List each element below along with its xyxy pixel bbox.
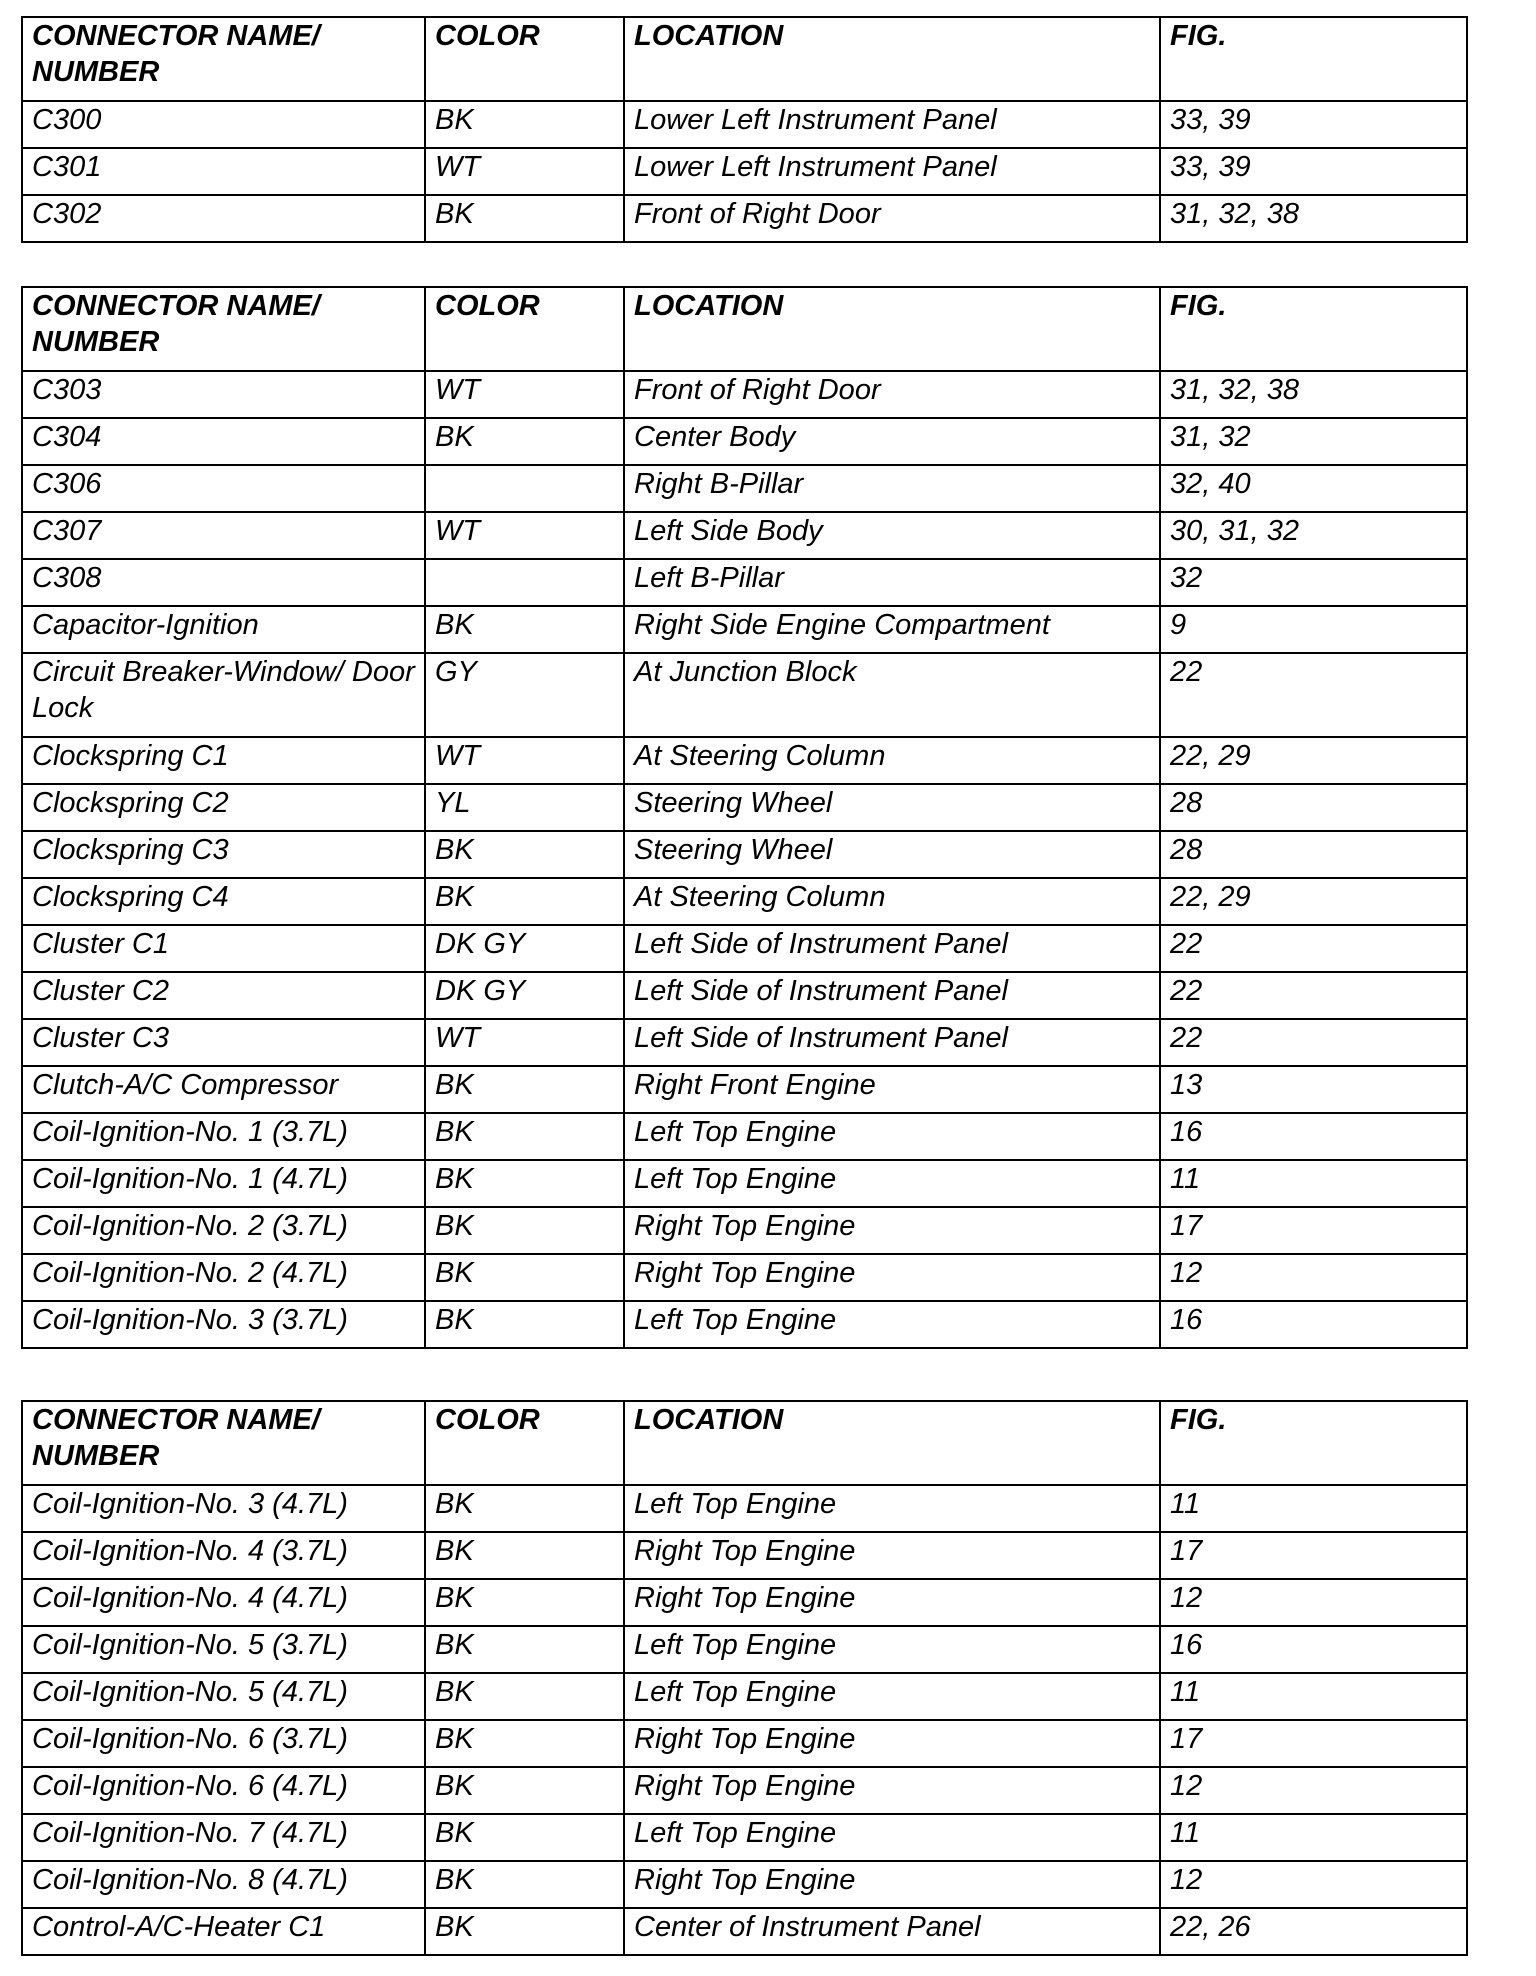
table-row <box>22 1113 1467 1160</box>
cell-color: WT <box>425 737 624 784</box>
table-header-row <box>22 287 1467 371</box>
cell-location: Left Top Engine <box>624 1814 1160 1861</box>
cell-location: Right Top Engine <box>624 1767 1160 1814</box>
cell-location: At Junction Block <box>624 653 1160 737</box>
cell-connector-name: Coil-Ignition-No. 6 (3.7L) <box>22 1720 425 1767</box>
header-color: COLOR <box>425 1401 624 1485</box>
cell-color: BK <box>425 1301 624 1348</box>
cell-color: WT <box>425 1019 624 1066</box>
cell-connector-name: Coil-Ignition-No. 3 (4.7L) <box>22 1485 425 1532</box>
cell-connector-name: Clockspring C3 <box>22 831 425 878</box>
header-location: LOCATION <box>624 17 1160 101</box>
table-row <box>22 465 1467 512</box>
table-row <box>22 1814 1467 1861</box>
cell-location: Steering Wheel <box>624 784 1160 831</box>
table-row <box>22 1908 1467 1955</box>
cell-fig: 17 <box>1160 1532 1467 1579</box>
table-row <box>22 418 1467 465</box>
cell-connector-name: Coil-Ignition-No. 6 (4.7L) <box>22 1767 425 1814</box>
cell-connector-name: Coil-Ignition-No. 3 (3.7L) <box>22 1301 425 1348</box>
header-fig: FIG. <box>1160 287 1467 371</box>
cell-color: BK <box>425 1254 624 1301</box>
cell-fig: 22, 29 <box>1160 737 1467 784</box>
cell-fig: 11 <box>1160 1814 1467 1861</box>
cell-location: Left B-Pillar <box>624 559 1160 606</box>
cell-color: BK <box>425 1626 624 1673</box>
cell-fig: 13 <box>1160 1066 1467 1113</box>
table-row <box>22 653 1467 737</box>
table-row <box>22 1485 1467 1532</box>
cell-fig: 30, 31, 32 <box>1160 512 1467 559</box>
header-connector-name: CONNECTOR NAME/ NUMBER <box>22 287 425 371</box>
cell-color: WT <box>425 512 624 559</box>
cell-connector-name: C303 <box>22 371 425 418</box>
cell-connector-name: Coil-Ignition-No. 4 (4.7L) <box>22 1579 425 1626</box>
header-fig: FIG. <box>1160 1401 1467 1485</box>
cell-fig: 11 <box>1160 1485 1467 1532</box>
cell-fig: 22 <box>1160 653 1467 737</box>
cell-fig: 31, 32, 38 <box>1160 195 1467 242</box>
cell-connector-name: Coil-Ignition-No. 7 (4.7L) <box>22 1814 425 1861</box>
cell-color: BK <box>425 1532 624 1579</box>
cell-fig: 31, 32 <box>1160 418 1467 465</box>
cell-color: BK <box>425 606 624 653</box>
cell-location: Steering Wheel <box>624 831 1160 878</box>
cell-location: Lower Left Instrument Panel <box>624 148 1160 195</box>
table-row <box>22 1673 1467 1720</box>
cell-connector-name: Clockspring C2 <box>22 784 425 831</box>
cell-connector-name: C304 <box>22 418 425 465</box>
cell-fig: 17 <box>1160 1720 1467 1767</box>
table-body <box>22 1485 1467 1955</box>
cell-color: DK GY <box>425 972 624 1019</box>
cell-color: BK <box>425 1160 624 1207</box>
table-row <box>22 101 1467 148</box>
cell-fig: 16 <box>1160 1301 1467 1348</box>
cell-fig: 12 <box>1160 1254 1467 1301</box>
cell-color: BK <box>425 1861 624 1908</box>
table-row <box>22 784 1467 831</box>
cell-color <box>425 559 624 606</box>
cell-fig: 22 <box>1160 925 1467 972</box>
table-row <box>22 1532 1467 1579</box>
cell-color: BK <box>425 1767 624 1814</box>
cell-color: BK <box>425 418 624 465</box>
cell-location: Center of Instrument Panel <box>624 1908 1160 1955</box>
cell-color: BK <box>425 1485 624 1532</box>
cell-location: Right Top Engine <box>624 1532 1160 1579</box>
cell-connector-name: Capacitor-Ignition <box>22 606 425 653</box>
table-row <box>22 737 1467 784</box>
cell-fig: 11 <box>1160 1673 1467 1720</box>
cell-location: Left Top Engine <box>624 1160 1160 1207</box>
cell-connector-name: Clockspring C1 <box>22 737 425 784</box>
cell-fig: 12 <box>1160 1579 1467 1626</box>
cell-fig: 22 <box>1160 1019 1467 1066</box>
cell-fig: 22, 29 <box>1160 878 1467 925</box>
table-row <box>22 831 1467 878</box>
header-location: LOCATION <box>624 287 1160 371</box>
cell-color: GY <box>425 653 624 737</box>
header-location: LOCATION <box>624 1401 1160 1485</box>
table-row <box>22 559 1467 606</box>
cell-connector-name: C306 <box>22 465 425 512</box>
table-row <box>22 1160 1467 1207</box>
cell-connector-name: Cluster C1 <box>22 925 425 972</box>
cell-connector-name: Coil-Ignition-No. 5 (3.7L) <box>22 1626 425 1673</box>
cell-location: At Steering Column <box>624 878 1160 925</box>
cell-color: BK <box>425 831 624 878</box>
cell-connector-name: C307 <box>22 512 425 559</box>
cell-location: Left Top Engine <box>624 1673 1160 1720</box>
cell-location: Left Side of Instrument Panel <box>624 972 1160 1019</box>
cell-fig: 22 <box>1160 972 1467 1019</box>
table-row <box>22 1301 1467 1348</box>
cell-color: BK <box>425 1673 624 1720</box>
cell-connector-name: Coil-Ignition-No. 2 (3.7L) <box>22 1207 425 1254</box>
cell-location: Center Body <box>624 418 1160 465</box>
cell-fig: 12 <box>1160 1767 1467 1814</box>
cell-fig: 11 <box>1160 1160 1467 1207</box>
table-row <box>22 1066 1467 1113</box>
table-row <box>22 512 1467 559</box>
cell-connector-name: Coil-Ignition-No. 8 (4.7L) <box>22 1861 425 1908</box>
cell-location: Left Top Engine <box>624 1626 1160 1673</box>
cell-location: Right Side Engine Compartment <box>624 606 1160 653</box>
table-header-row <box>22 17 1467 101</box>
cell-color <box>425 465 624 512</box>
table-row <box>22 925 1467 972</box>
table-row <box>22 1019 1467 1066</box>
cell-connector-name: Coil-Ignition-No. 1 (4.7L) <box>22 1160 425 1207</box>
cell-connector-name: Coil-Ignition-No. 4 (3.7L) <box>22 1532 425 1579</box>
cell-connector-name: Coil-Ignition-No. 2 (4.7L) <box>22 1254 425 1301</box>
cell-location: Left Top Engine <box>624 1485 1160 1532</box>
cell-fig: 32, 40 <box>1160 465 1467 512</box>
cell-location: Left Side Body <box>624 512 1160 559</box>
table-row <box>22 1579 1467 1626</box>
cell-color: WT <box>425 371 624 418</box>
cell-connector-name: Clockspring C4 <box>22 878 425 925</box>
cell-location: At Steering Column <box>624 737 1160 784</box>
cell-fig: 33, 39 <box>1160 101 1467 148</box>
cell-connector-name: C300 <box>22 101 425 148</box>
table-body <box>22 101 1467 242</box>
cell-fig: 28 <box>1160 784 1467 831</box>
cell-connector-name: Clutch-A/C Compressor <box>22 1066 425 1113</box>
cell-connector-name: C308 <box>22 559 425 606</box>
cell-color: BK <box>425 1113 624 1160</box>
header-color: COLOR <box>425 17 624 101</box>
cell-color: DK GY <box>425 925 624 972</box>
cell-color: WT <box>425 148 624 195</box>
cell-fig: 16 <box>1160 1113 1467 1160</box>
cell-fig: 12 <box>1160 1861 1467 1908</box>
connector-table-2 <box>21 286 1468 1349</box>
table-body <box>22 371 1467 1348</box>
cell-fig: 33, 39 <box>1160 148 1467 195</box>
cell-color: BK <box>425 878 624 925</box>
cell-location: Right Top Engine <box>624 1720 1160 1767</box>
cell-fig: 22, 26 <box>1160 1908 1467 1955</box>
cell-fig: 9 <box>1160 606 1467 653</box>
cell-color: BK <box>425 195 624 242</box>
cell-color: BK <box>425 1908 624 1955</box>
table-row <box>22 195 1467 242</box>
cell-location: Left Top Engine <box>624 1113 1160 1160</box>
cell-connector-name: Circuit Breaker-Window/ Door Lock <box>22 653 425 737</box>
cell-location: Left Top Engine <box>624 1301 1160 1348</box>
cell-location: Right Top Engine <box>624 1254 1160 1301</box>
cell-location: Right Top Engine <box>624 1207 1160 1254</box>
cell-location: Right Front Engine <box>624 1066 1160 1113</box>
cell-color: BK <box>425 1066 624 1113</box>
cell-location: Left Side of Instrument Panel <box>624 925 1160 972</box>
cell-location: Front of Right Door <box>624 195 1160 242</box>
cell-fig: 16 <box>1160 1626 1467 1673</box>
table-row <box>22 1626 1467 1673</box>
cell-color: YL <box>425 784 624 831</box>
cell-color: BK <box>425 1579 624 1626</box>
cell-connector-name: Cluster C2 <box>22 972 425 1019</box>
cell-location: Right Top Engine <box>624 1861 1160 1908</box>
cell-connector-name: Coil-Ignition-No. 5 (4.7L) <box>22 1673 425 1720</box>
cell-fig: 17 <box>1160 1207 1467 1254</box>
cell-fig: 31, 32, 38 <box>1160 371 1467 418</box>
cell-fig: 28 <box>1160 831 1467 878</box>
cell-fig: 32 <box>1160 559 1467 606</box>
header-connector-name: CONNECTOR NAME/ NUMBER <box>22 17 425 101</box>
table-row <box>22 1254 1467 1301</box>
header-color: COLOR <box>425 287 624 371</box>
table-row <box>22 1720 1467 1767</box>
cell-location: Right Top Engine <box>624 1579 1160 1626</box>
table-row <box>22 878 1467 925</box>
table-row <box>22 606 1467 653</box>
table-row <box>22 148 1467 195</box>
cell-location: Left Side of Instrument Panel <box>624 1019 1160 1066</box>
cell-color: BK <box>425 1720 624 1767</box>
cell-connector-name: C301 <box>22 148 425 195</box>
cell-location: Front of Right Door <box>624 371 1160 418</box>
cell-connector-name: Cluster C3 <box>22 1019 425 1066</box>
cell-color: BK <box>425 101 624 148</box>
cell-location: Lower Left Instrument Panel <box>624 101 1160 148</box>
cell-connector-name: Control-A/C-Heater C1 <box>22 1908 425 1955</box>
table-row <box>22 1861 1467 1908</box>
header-connector-name: CONNECTOR NAME/ NUMBER <box>22 1401 425 1485</box>
table-header-row <box>22 1401 1467 1485</box>
cell-color: BK <box>425 1207 624 1254</box>
connector-table-1 <box>21 16 1468 243</box>
connector-table-3 <box>21 1400 1468 1956</box>
cell-connector-name: C302 <box>22 195 425 242</box>
table-row <box>22 1767 1467 1814</box>
header-fig: FIG. <box>1160 17 1467 101</box>
table-row <box>22 972 1467 1019</box>
cell-color: BK <box>425 1814 624 1861</box>
cell-connector-name: Coil-Ignition-No. 1 (3.7L) <box>22 1113 425 1160</box>
cell-location: Right B-Pillar <box>624 465 1160 512</box>
table-row <box>22 371 1467 418</box>
table-row <box>22 1207 1467 1254</box>
